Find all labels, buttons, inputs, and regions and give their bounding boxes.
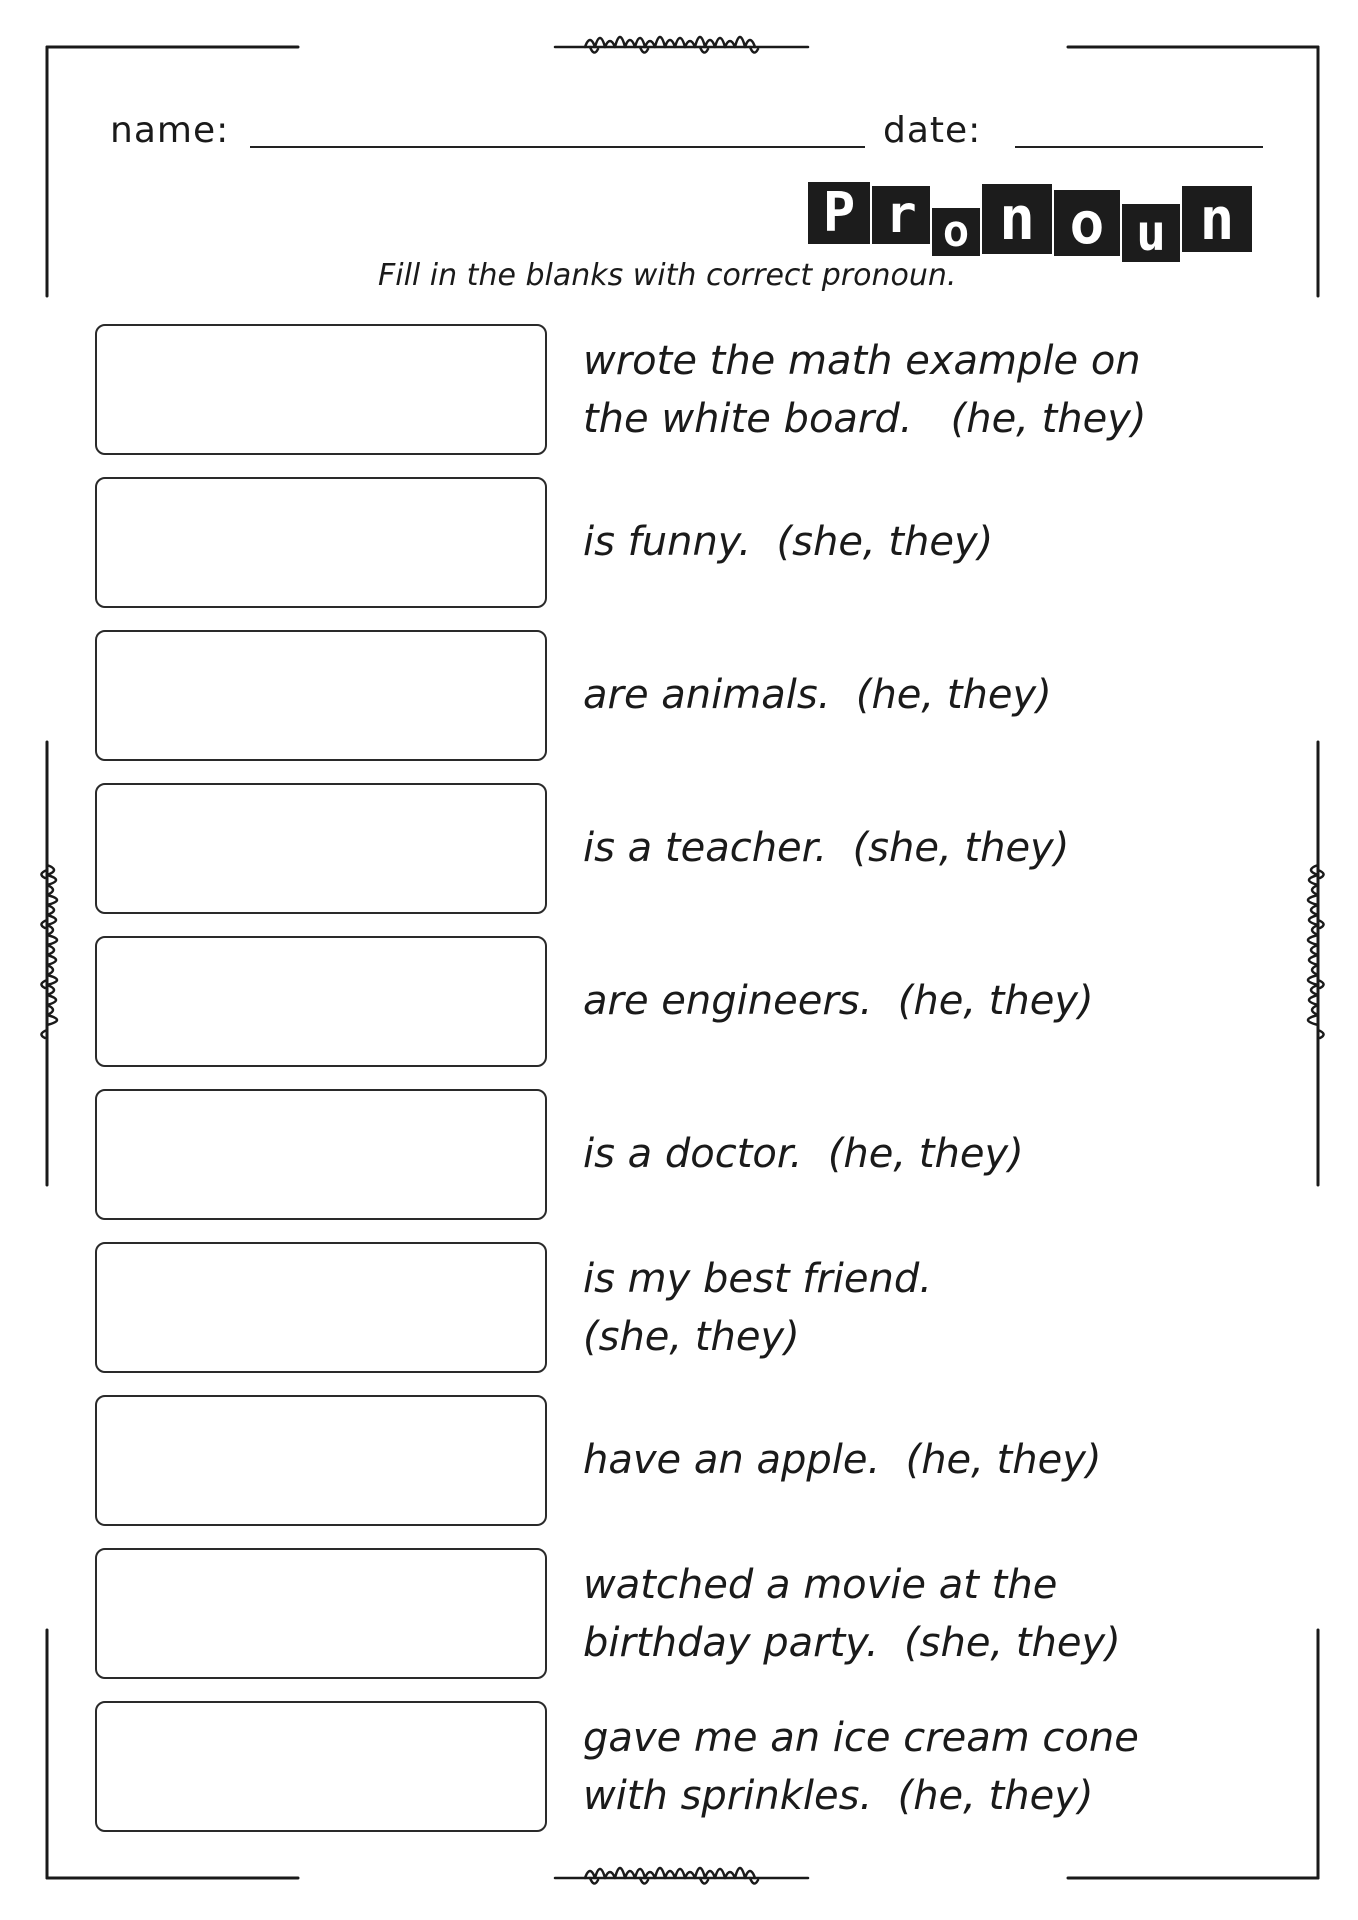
question-line-1a: wrote the math example on bbox=[583, 337, 1141, 384]
answer-box-1[interactable] bbox=[95, 324, 547, 455]
question-row bbox=[95, 630, 1295, 763]
question-row bbox=[95, 1089, 1295, 1222]
left-squiggle-ornament bbox=[41, 865, 57, 1038]
name-line[interactable] bbox=[250, 146, 865, 148]
answer-box-9[interactable] bbox=[95, 1548, 547, 1679]
question-row bbox=[95, 324, 1295, 457]
question-line-7a: is my best friend. bbox=[583, 1255, 932, 1302]
title-letter-p: P bbox=[808, 182, 870, 244]
question-text-9 bbox=[583, 1548, 1283, 1679]
answer-box-5[interactable] bbox=[95, 936, 547, 1067]
question-text-3 bbox=[583, 630, 1283, 761]
question-line-8a: have an apple. (he, they) bbox=[583, 1437, 1102, 1483]
question-text-7 bbox=[583, 1242, 1283, 1373]
question-row bbox=[95, 1242, 1295, 1375]
question-text-4 bbox=[583, 783, 1283, 914]
question-line-3a: are animals. (he, they) bbox=[583, 672, 1052, 718]
answer-box-10[interactable] bbox=[95, 1701, 547, 1832]
question-row bbox=[95, 783, 1295, 916]
title-letter-o2: o bbox=[1054, 190, 1120, 256]
right-squiggle-ornament bbox=[1308, 865, 1324, 1038]
answer-box-6[interactable] bbox=[95, 1089, 547, 1220]
question-line-9a: watched a movie at the bbox=[583, 1561, 1058, 1608]
question-row bbox=[95, 477, 1295, 610]
question-line-2a: is funny. (she, they) bbox=[583, 519, 994, 565]
question-line-9b: birthday party. (she, they) bbox=[583, 1619, 1121, 1666]
question-line-6a: is a doctor. (he, they) bbox=[583, 1131, 1024, 1177]
question-line-10a: gave me an ice cream cone bbox=[583, 1714, 1139, 1761]
question-line-5a: are engineers. (he, they) bbox=[583, 978, 1094, 1024]
question-row bbox=[95, 1548, 1295, 1681]
top-squiggle-ornament bbox=[555, 37, 808, 53]
answer-box-4[interactable] bbox=[95, 783, 547, 914]
question-line-1b: the white board. (he, they) bbox=[583, 395, 1147, 442]
title-letter-u: u bbox=[1122, 204, 1180, 262]
question-line-4a: is a teacher. (she, they) bbox=[583, 825, 1070, 871]
question-text-2 bbox=[583, 477, 1283, 608]
question-row bbox=[95, 936, 1295, 1069]
title-letter-r: r bbox=[872, 186, 930, 244]
title-letter-n2: n bbox=[1182, 186, 1252, 252]
question-row bbox=[95, 1395, 1295, 1528]
answer-box-3[interactable] bbox=[95, 630, 547, 761]
title-letter-n: n bbox=[982, 184, 1052, 254]
question-row bbox=[95, 1701, 1295, 1834]
answer-box-7[interactable] bbox=[95, 1242, 547, 1373]
bottom-squiggle-ornament bbox=[555, 1868, 808, 1884]
title-letter-o: o bbox=[932, 208, 980, 256]
instruction-text: Fill in the blanks with correct pronoun. bbox=[378, 258, 957, 293]
date-label: date: bbox=[883, 110, 982, 151]
question-text-8 bbox=[583, 1395, 1283, 1526]
worksheet-title bbox=[808, 180, 1278, 270]
date-line[interactable] bbox=[1015, 146, 1263, 148]
question-line-10b: with sprinkles. (he, they) bbox=[583, 1772, 1094, 1819]
answer-box-2[interactable] bbox=[95, 477, 547, 608]
name-label: name: bbox=[110, 110, 230, 151]
question-text-10 bbox=[583, 1701, 1283, 1832]
answer-box-8[interactable] bbox=[95, 1395, 547, 1526]
question-text-1 bbox=[583, 324, 1283, 455]
question-line-7b: (she, they) bbox=[583, 1313, 800, 1360]
question-text-5 bbox=[583, 936, 1283, 1067]
question-text-6 bbox=[583, 1089, 1283, 1220]
